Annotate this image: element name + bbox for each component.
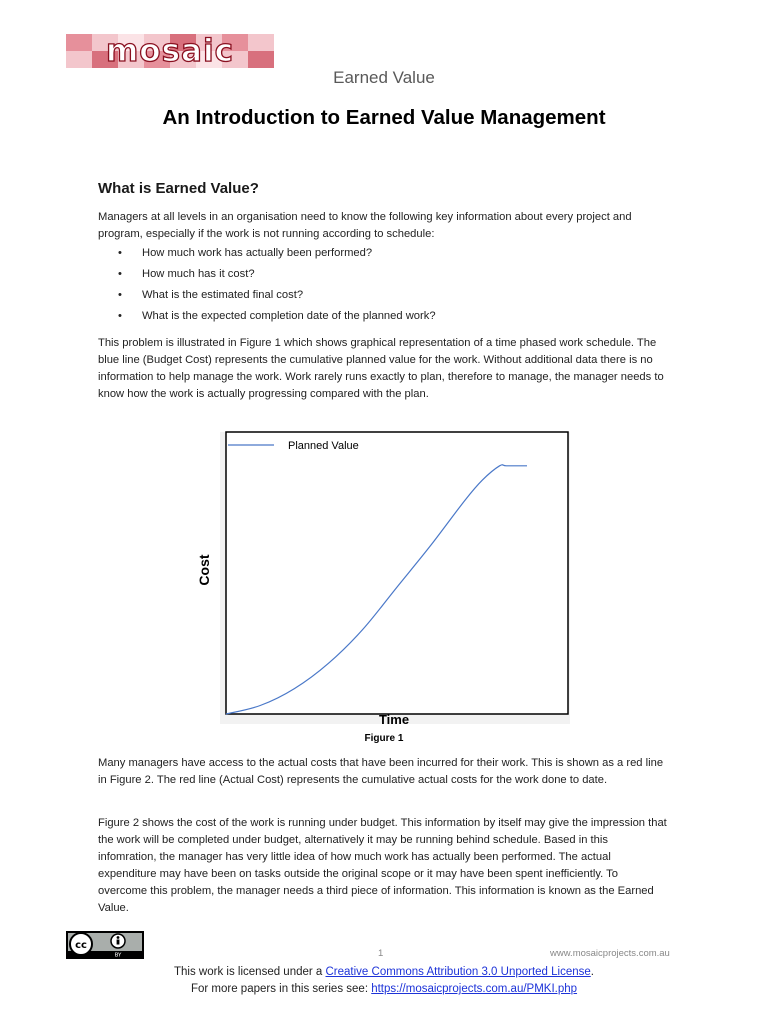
bullet-icon: •	[118, 247, 122, 259]
list-item-text: How much has it cost?	[142, 268, 255, 280]
legend-label: Planned Value	[288, 440, 359, 452]
mosaic-logo	[66, 34, 274, 68]
list-item	[118, 287, 658, 308]
cc-by-label: BY	[114, 952, 122, 959]
svg-text:mosaic: mosaic	[106, 34, 234, 68]
intro-paragraph: Managers at all levels in an organisation need to know the following key information about every project and program, especially if the work is not running according to schedule:	[98, 211, 632, 240]
bullet-list	[118, 245, 658, 329]
y-axis-label: Cost	[196, 554, 212, 586]
series-prefix: For more papers in this series see:	[190, 983, 372, 995]
license-prefix: This work is licensed under a	[174, 966, 326, 978]
bullet-icon: •	[118, 268, 122, 280]
figure-caption: Figure 1	[364, 733, 404, 744]
list-item-text: What is the estimated final cost?	[142, 289, 304, 301]
planned-value-chart	[190, 428, 580, 746]
list-item-text: What is the expected completion date of the planned work?	[142, 310, 436, 322]
license-line	[0, 966, 768, 978]
page-title: An Introduction to Earned Value Management	[162, 106, 606, 129]
site-url: www.mosaicprojects.com.au	[550, 948, 670, 959]
plot-area	[226, 432, 568, 714]
header-subtitle: Earned Value	[333, 68, 435, 87]
x-axis-label: Time	[378, 712, 410, 727]
list-item	[118, 266, 658, 287]
list-item	[118, 245, 658, 266]
creative-commons-badge[interactable]	[66, 931, 144, 959]
actual-cost-paragraph: Many managers have access to the actual costs that have been incurred for their work. This is shown as a red line in Figure 2. The red line (Actual Cost) represents the cumulative actual costs for the work done to date.	[98, 757, 664, 786]
series-link[interactable]: https://mosaicprojects.com.au/PMKI.php	[371, 983, 578, 995]
list-item-text: How much work has actually been performed?	[142, 247, 373, 259]
figure-intro-paragraph: This problem is illustrated in Figure 1 which shows graphical representation of a time phased work schedule. The blue line (Budget Cost) represents the cumulative planned value for the work. Without additional data there is no information to help manage the work. Work rarely runs exactly to plan, therefore to manage, the manager needs to know how the work is actually progressing compared with the plan.	[98, 337, 664, 400]
series-line	[0, 983, 768, 995]
bullet-icon: •	[118, 289, 122, 301]
bullet-icon: •	[118, 310, 122, 322]
section-heading: What is Earned Value?	[98, 180, 259, 197]
earned-value-paragraph: Figure 2 shows the cost of the work is running under budget. This information by itself may give the impression that the work will be completed under budget, alternatively it may be running behind schedule. Based in this infomration, the manager has very little idea of how much work has actually been performed. The actual expenditure may have been on tasks outside the original scope or it may have been spent inefficiently. To overcome this problem, the manager needs a third piece of information. This information is known as the Earned Value.	[98, 817, 667, 914]
list-item	[118, 308, 658, 329]
page-number: 1	[378, 948, 384, 959]
license-link[interactable]: Creative Commons Attribution 3.0 Unported License	[325, 966, 591, 978]
svg-text:cc: cc	[75, 940, 87, 951]
license-suffix: .	[590, 966, 594, 978]
